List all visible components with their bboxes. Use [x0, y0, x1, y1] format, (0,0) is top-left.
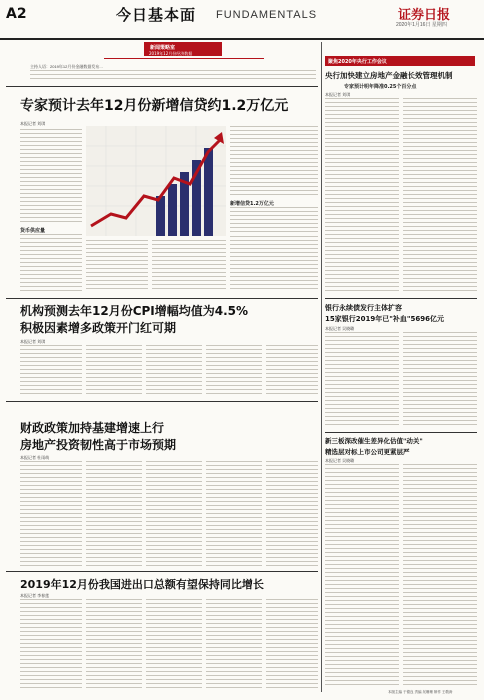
cpi-col-4: [206, 345, 262, 397]
growth-chart-illustration: [86, 126, 226, 236]
cpi-byline: 本报记者 刘琪: [20, 339, 46, 344]
page-footer: 本版主编 于德良 责编 吴珊珊 制作 王敬涛: [388, 690, 453, 694]
credit-byline: 本报记者 刘琪: [20, 121, 46, 126]
pboc-col-1: [325, 98, 399, 294]
cpi-col-2: [86, 345, 142, 397]
editor-note-text: [30, 70, 316, 82]
credit-col-2b: [230, 207, 318, 232]
credit-col-2: [230, 126, 318, 196]
bank-byline: 本报记者 吴晓璐: [325, 326, 355, 331]
trade-col-5: [266, 599, 318, 691]
sanban-byline: 本报记者 吴晓璐: [325, 458, 355, 463]
section-heading-credit: 新增信贷1.2万亿元: [230, 201, 274, 207]
cpi-headline-1: 机构预测去年12月份CPI增幅均值为4.5%: [20, 304, 249, 318]
bank-col-2: [403, 332, 477, 428]
fiscal-col-2: [86, 461, 142, 567]
pboc-byline: 本报记者 刘琪: [325, 92, 351, 97]
divider: [6, 571, 318, 572]
banner-title: 新闻策略室: [150, 45, 176, 51]
sanban-col-2: [403, 464, 477, 686]
pboc-subheadline: 专家预计明年降准0.25个百分点: [344, 84, 417, 90]
fiscal-col-4: [206, 461, 262, 567]
page-number: A2: [6, 6, 27, 22]
trade-col-1: [20, 599, 82, 691]
divider: [6, 86, 318, 87]
sanban-col-1: [325, 464, 399, 686]
banner-underline: [104, 58, 264, 59]
issue-date: 2020年1月16日 星期四: [396, 22, 447, 28]
bank-headline-1: 银行永续债发行主体扩容: [325, 304, 402, 312]
bank-col-1: [325, 332, 399, 428]
banner-subtitle: 2019年12月份经济数据: [149, 51, 193, 56]
fiscal-col-5: [266, 461, 318, 567]
fiscal-headline-2: 房地产投资韧性高于市场预期: [20, 438, 177, 452]
topic-banner-label: 聚焦2020年央行工作会议: [328, 59, 387, 65]
credit-col-4: [152, 240, 226, 292]
cpi-col-3: [146, 345, 202, 397]
sanban-headline-2: 精选层对标上市公司更紧层严: [325, 448, 410, 456]
credit-col-1b: [20, 234, 82, 292]
fiscal-col-1: [20, 461, 82, 567]
pboc-col-2: [403, 98, 477, 294]
trade-col-4: [206, 599, 262, 691]
fiscal-col-3: [146, 461, 202, 567]
trade-headline: 2019年12月份我国进出口总额有望保持同比增长: [20, 578, 264, 591]
section-title: 今日基本面: [116, 6, 197, 24]
fiscal-byline: 本报记者 杜雨萌: [20, 455, 50, 460]
column-divider: [321, 42, 322, 692]
section-title-en: FUNDAMENTALS: [216, 9, 318, 21]
credit-col-3: [86, 240, 148, 292]
credit-col-1: [20, 129, 82, 224]
trade-col-2: [86, 599, 142, 691]
bank-headline-2: 15家银行2019年已"补血"5696亿元: [325, 315, 444, 323]
cpi-headline-2: 积极因素增多政策开门红可期: [20, 321, 177, 335]
section-heading-money: 货币供应量: [20, 228, 46, 234]
cpi-col-1: [20, 345, 82, 397]
divider: [325, 298, 477, 299]
trade-byline: 本报记者 李春莲: [20, 593, 50, 598]
chart-photo: [86, 126, 226, 236]
credit-col-5: [230, 236, 318, 292]
pboc-headline: 央行加快建立房地产金融长效管理机制: [325, 71, 453, 80]
newspaper-logo: 证券日报: [398, 8, 451, 23]
divider: [6, 298, 318, 299]
cpi-col-5: [266, 345, 318, 397]
trade-col-3: [146, 599, 202, 691]
credit-headline: 专家预计去年12月份新增信贷约1.2万亿元: [20, 98, 289, 114]
fiscal-headline-1: 财政政策加持基建增速上行: [20, 421, 165, 435]
divider: [6, 401, 318, 402]
divider: [325, 432, 477, 433]
sanban-headline-1: 新三板深改催生差异化估值"动关": [325, 437, 423, 445]
editor-note: 主持人语：2019年12月份金融数据发布...: [30, 64, 103, 69]
